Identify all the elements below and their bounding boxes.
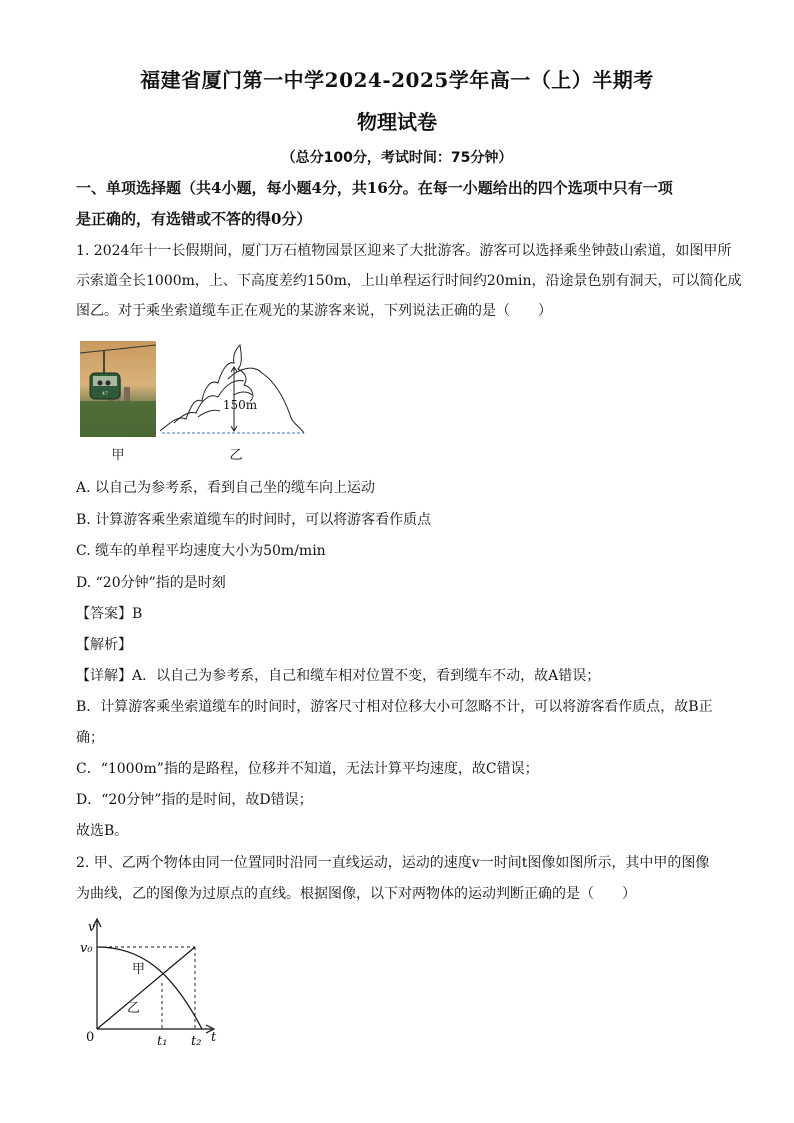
exam-title: 福建省厦门第一中学2024-2025学年高一（上）半期考 — [140, 68, 654, 92]
origin-label: 0 — [86, 1030, 95, 1045]
q1-explanation-line: 故选B。 — [76, 823, 129, 839]
height-label: 150m — [222, 398, 258, 412]
figure-label-b: 乙 — [229, 448, 243, 463]
q1-stem-line: 示索道全长1000m，上、下高度差约150m，上山单程运行时间约20min，沿途景色别有洞天，可以简化成 — [76, 273, 742, 289]
vt-graph — [72, 917, 232, 1049]
mountain-sketch — [160, 345, 304, 433]
v0-label: v₀ — [80, 941, 93, 956]
q2-stem-line: 2. 甲、乙两个物体由同一位置同时沿同一直线运动，运动的速度v一时间t图像如图所示，其中甲的图像 — [76, 855, 710, 871]
curve-jia — [97, 947, 202, 1029]
q1-explanation-line: 确； — [76, 730, 104, 746]
y-axis-label: v — [88, 920, 96, 935]
t2-label: t₂ — [191, 1034, 202, 1049]
cabin-number: 47 — [101, 391, 109, 397]
figure-label-a: 甲 — [111, 448, 125, 463]
exam-meta: （总分100分，考试时间：75分钟） — [281, 150, 513, 166]
q1-option-b: B. 计算游客乘坐索道缆车的时间时，可以将游客看作质点 — [76, 512, 432, 528]
q1-explanation-line: 【详解】A．以自己为参考系，自己和缆车相对位置不变，看到缆车不动，故A错误； — [76, 668, 601, 684]
curve-jia-label: 甲 — [132, 962, 146, 977]
line-yi — [97, 947, 195, 1029]
q1-stem-line: 图乙。对于乘坐索道缆车正在观光的某游客来说，下列说法正确的是（ ） — [76, 303, 552, 319]
q1-option-d: D. “20分钟”指的是时刻 — [76, 575, 226, 591]
t1-label: t₁ — [157, 1034, 168, 1049]
q1-explanation-line: B．计算游客乘坐索道缆车的时间时，游客尺寸相对位移大小可忽略不计，可以将游客看作质点，故B正 — [76, 699, 713, 715]
q1-explanation-line: C．“1000m”指的是路程，位移并不知道，无法计算平均速度，故C错误； — [76, 761, 539, 777]
q1-option-c: C. 缆车的单程平均速度大小为50m/min — [76, 543, 326, 559]
section-heading-line2: 是正确的，有选错或不答的得0分） — [76, 210, 312, 228]
q1-answer: 【答案】B — [76, 606, 143, 622]
q1-figure — [78, 339, 308, 465]
section-heading-line1: 一、单项选择题（共4小题，每小题4分，共16分。在每一小题给出的四个选项中只有一项 — [76, 179, 673, 197]
q1-analysis-label: 【解析】 — [76, 637, 132, 653]
subject-title: 物理试卷 — [357, 110, 437, 134]
q1-option-a: A. 以自己为参考系，看到自己坐的缆车向上运动 — [76, 480, 376, 496]
q2-stem-line: 为曲线，乙的图像为过原点的直线。根据图像，以下对两物体的运动判断正确的是（ ） — [76, 886, 636, 902]
line-yi-label: 乙 — [127, 1001, 141, 1016]
x-axis-label: t — [211, 1030, 217, 1045]
q1-explanation-line: D．“20分钟”指的是时间，故D错误； — [76, 792, 313, 808]
cable-car-photo — [80, 341, 156, 437]
q1-stem-line: 1. 2024年十一长假期间，厦门万石植物园景区迎来了大批游客。游客可以选择乘坐钟鼓山索道，如图甲所 — [76, 243, 732, 259]
